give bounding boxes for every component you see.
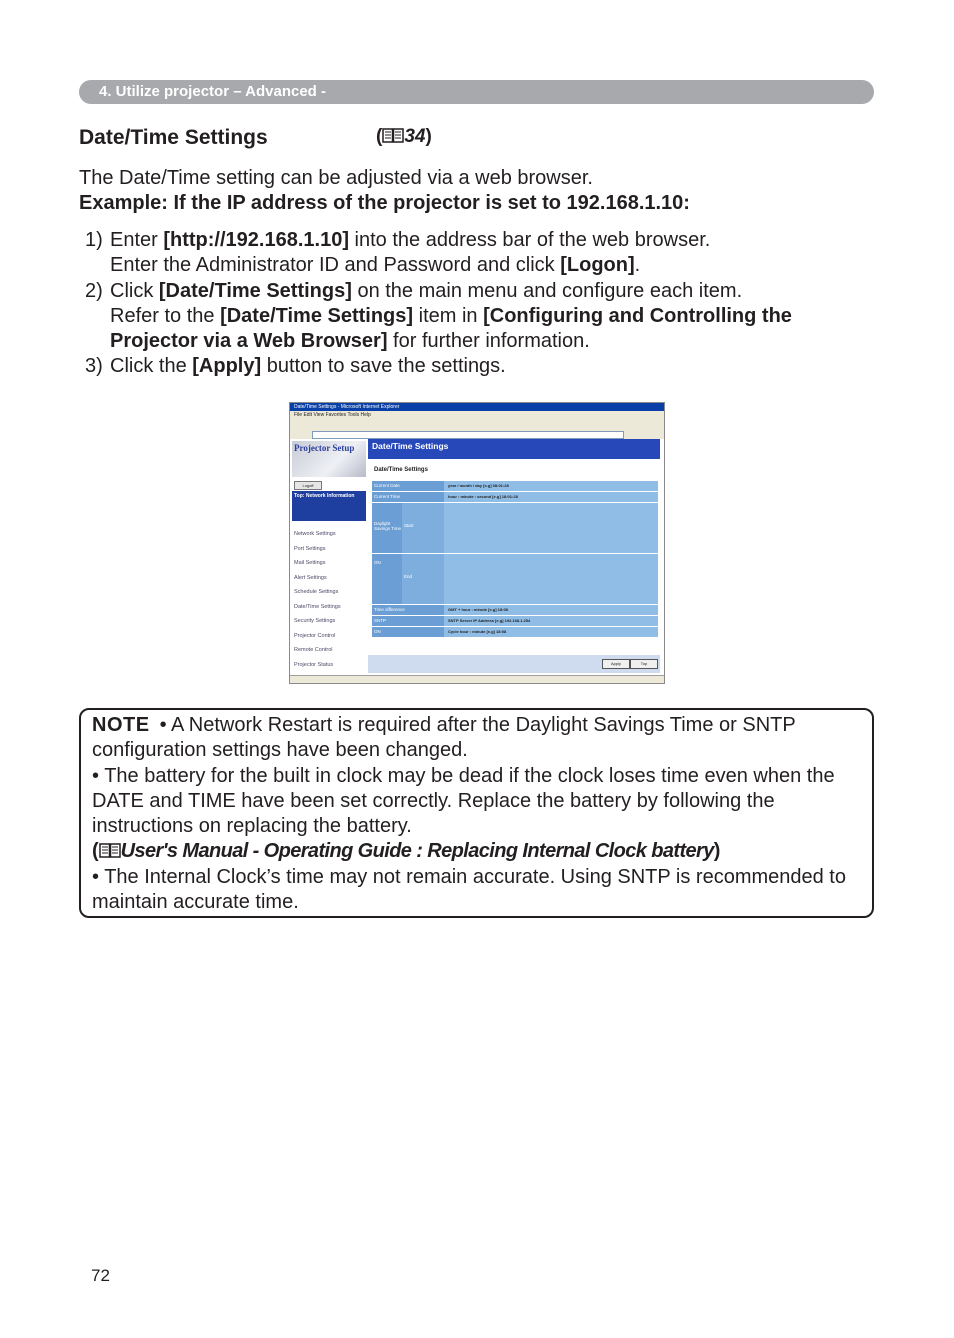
section-header-bar <box>79 80 874 104</box>
step-3: 3) Click the [Apply] button to save the settings. <box>85 355 506 378</box>
settings-heading: Date/Time Settings <box>368 439 660 459</box>
browser-menu-bar: File Edit View Favorites Tools Help <box>290 411 664 419</box>
projector-sidebar <box>290 439 368 675</box>
logoff-button: Logoff <box>294 481 322 490</box>
book-icon <box>99 843 121 859</box>
manual-reference: ( User's Manual - Operating Guide : Replacing Internal Clock battery) <box>92 840 721 863</box>
step-1: 1) Enter [http://192.168.1.10] into the address bar of the web browser. Enter the Administrator ID and Password and click [Logon]. <box>85 229 711 277</box>
note-box <box>79 708 874 918</box>
nav-list <box>294 527 341 672</box>
nav-item: Alert Settings <box>294 574 327 581</box>
nav-item: Remote Control <box>294 647 333 653</box>
steps-list <box>85 228 885 380</box>
apply-button: Apply <box>602 659 630 669</box>
settings-footer <box>368 655 660 673</box>
page-number: 72 <box>91 1266 110 1285</box>
top-button: Top <box>630 659 658 669</box>
page-title: Date/Time Settings <box>79 126 268 149</box>
nav-item: Security Settings <box>294 618 336 624</box>
intro-example: Example: If the IP address of the projector is set to 192.168.1.10: <box>79 192 690 214</box>
browser-screenshot <box>289 402 665 684</box>
nav-item: Network Settings <box>294 531 336 537</box>
section-header-text: 4. Utilize projector – Advanced - <box>99 83 326 100</box>
nav-item: Schedule Settings <box>294 589 339 595</box>
nav-item: Date/Time Settings <box>294 603 341 610</box>
nav-item: Mail Settings <box>294 560 326 566</box>
nav-item: Projector Control <box>294 632 336 639</box>
settings-main <box>368 439 660 675</box>
address-input <box>312 431 624 439</box>
step-2: 2) Click [Date/Time Settings] on the main menu and configure each item. Refer to the [Date/Time Settings] item in [Configuring and Controlling the Projector via a Web Browser] for further information. <box>85 279 792 353</box>
browser-page <box>290 439 664 675</box>
browser-title-bar: Date/Time Settings - Microsoft Internet Explorer <box>290 403 664 411</box>
projector-setup-logo: Projector Setup <box>292 441 366 477</box>
settings-subheading: Date/Time Settings <box>374 467 428 473</box>
note-paragraph: • The Internal Clock’s time may not remain accurate. Using SNTP is recommended to maintain accurate time. <box>92 865 846 914</box>
book-icon <box>382 128 404 144</box>
browser-status-bar <box>290 675 664 684</box>
note-paragraph: • The battery for the built in clock may be dead if the clock loses time even when the DATE and TIME have been set correctly. Replace the battery by following the instructions on replacing the battery. <box>92 764 835 838</box>
settings-grid: Current Date year / month / day [e.g] 08:01:28 Current Time hour : minute : second [e.g] 18:01:28 Daylight Savings Time Start ON End Time difference GMT + hour : minute [e.g] 18:08 SNTP SNTP Server IP Address [e.g] 192.168.1.254 ON Cycle hour : minute [e.g] 18:08 <box>372 481 658 638</box>
note-paragraph: • A Network Restart is required after the Daylight Savings Time or SNTP configuration settings have been changed. <box>92 714 796 762</box>
nav-item: Port Settings <box>294 545 326 552</box>
intro-text <box>79 166 879 216</box>
page-reference: ( 34) <box>376 126 432 147</box>
top-network-info: Top: Network Information <box>292 491 366 521</box>
note-label: NOTE <box>92 714 150 736</box>
nav-item: Projector Status <box>294 661 334 668</box>
intro-line: The Date/Time setting can be adjusted via a web browser. <box>79 167 593 189</box>
